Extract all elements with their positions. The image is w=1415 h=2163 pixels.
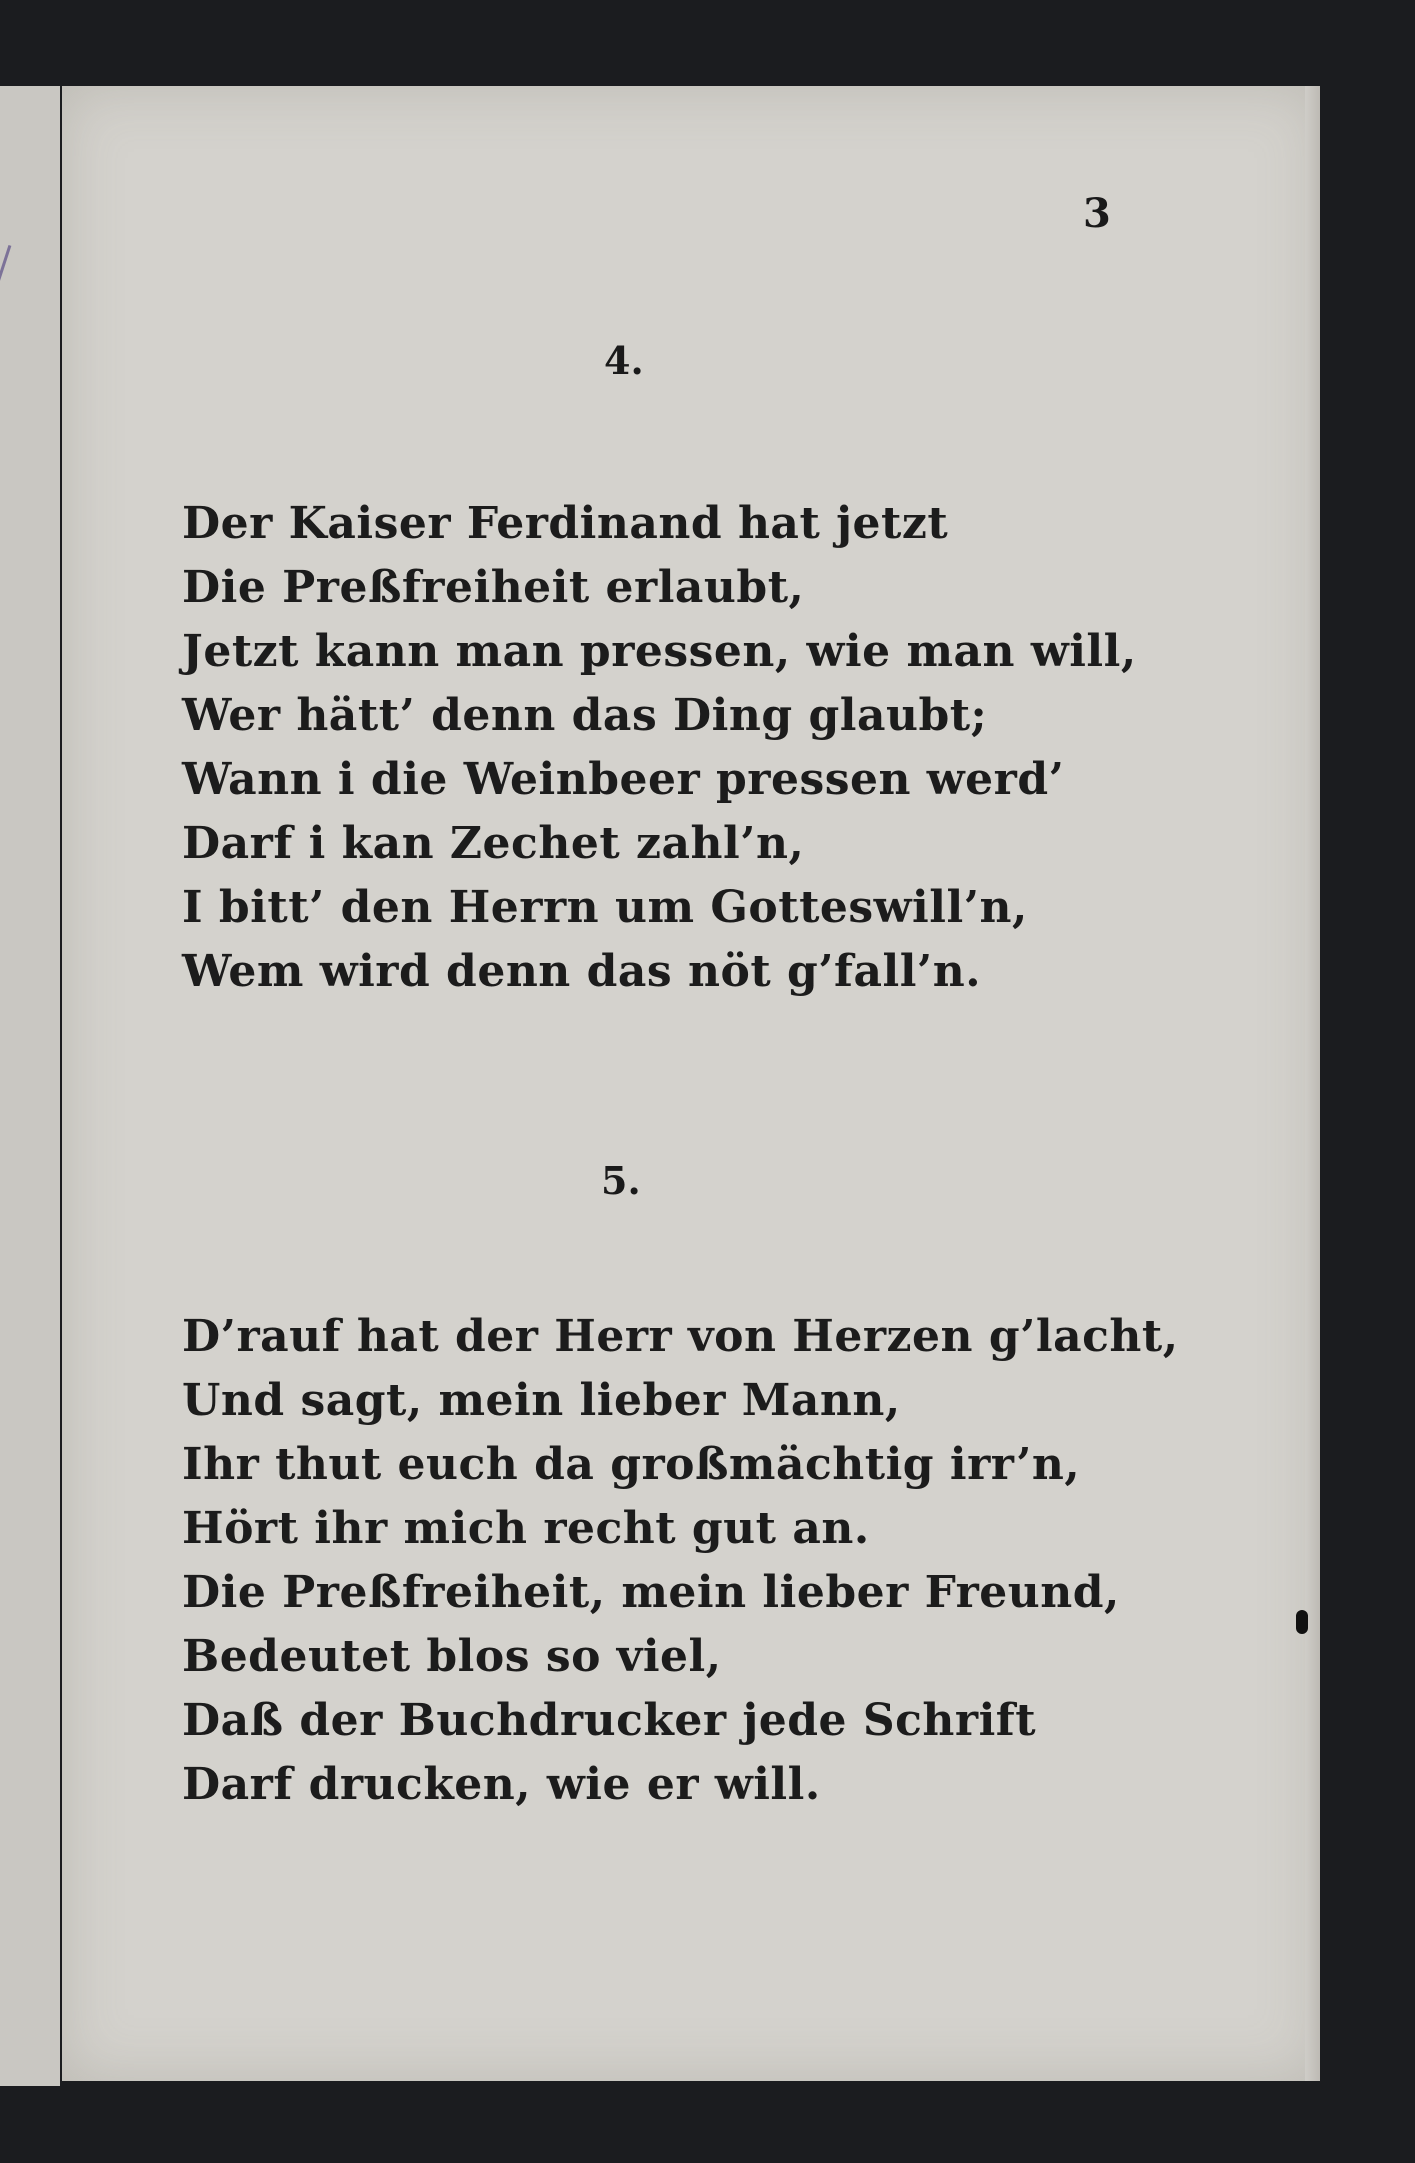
stanza-5: [182, 1305, 1179, 1817]
verse-line: Die Preßfreiheit erlaubt,: [182, 562, 805, 613]
verse-line: Daß der Buchdrucker jede Schrift: [182, 1695, 1037, 1746]
stanza-4: [182, 492, 1137, 1004]
verse-line: Bedeutet blos so viel,: [182, 1631, 722, 1682]
verse-line: Darf i kan Zechet zahl’n,: [182, 818, 805, 869]
verse-line: Wem wird denn das nöt g’fall’n.: [182, 946, 982, 997]
page-edge-shadow: [1305, 86, 1320, 2081]
stanza-number: 5.: [601, 1158, 641, 1203]
verse-line: D’rauf hat der Herr von Herzen g’lacht,: [182, 1311, 1179, 1362]
binding-thread: [1296, 1610, 1308, 1634]
ink-mark: [0, 245, 21, 287]
verse-line: Ihr thut euch da großmächtig irr’n,: [182, 1439, 1081, 1490]
verse-line: Hört ihr mich recht gut an.: [182, 1503, 870, 1554]
facing-page-edge: [0, 86, 60, 2086]
stanza-number: 4.: [604, 338, 644, 383]
verse-line: Der Kaiser Ferdinand hat jetzt: [182, 498, 949, 549]
verse-line: I bitt’ den Herrn um Gotteswill’n,: [182, 882, 1028, 933]
verse-line: Und sagt, mein lieber Mann,: [182, 1375, 901, 1426]
verse-line: Darf drucken, wie er will.: [182, 1759, 821, 1810]
verse-line: Jetzt kann man pressen, wie man will,: [182, 626, 1137, 677]
page-number: 3: [1083, 190, 1111, 237]
verse-line: Wer hätt’ denn das Ding glaubt;: [182, 690, 988, 741]
verse-line: Wann i die Weinbeer pressen werd’: [182, 754, 1065, 805]
verse-line: Die Preßfreiheit, mein lieber Freund,: [182, 1567, 1120, 1618]
